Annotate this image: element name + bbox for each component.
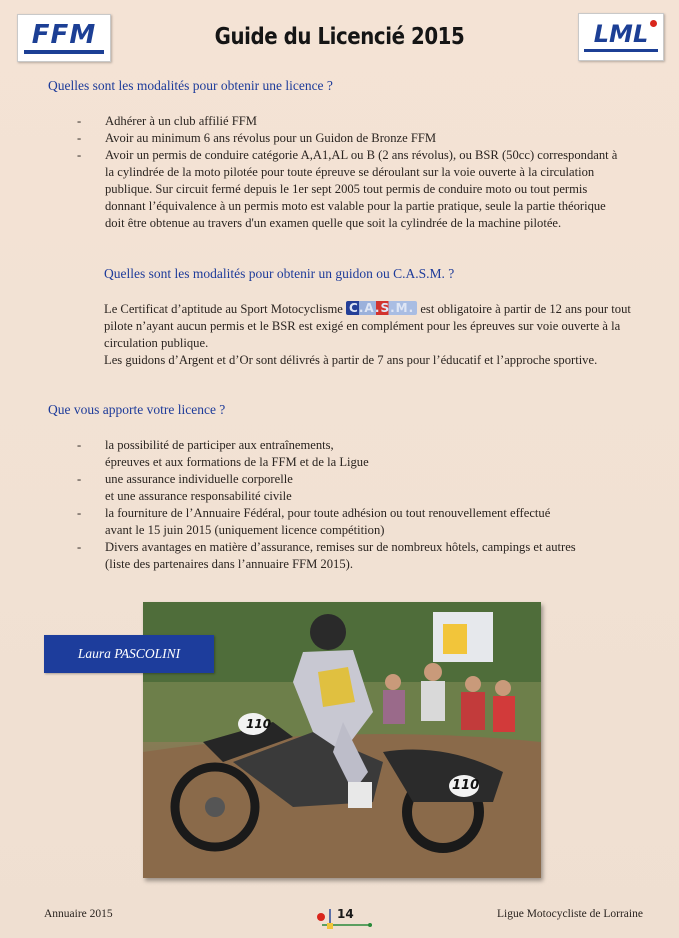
list-item-line: épreuves et aux formations de la FFM et de la Ligue — [105, 455, 369, 469]
list-item-line: avant le 15 juin 2015 (uniquement licence compétition) — [105, 523, 385, 537]
list-item: - Adhérer à un club affilié FFM — [77, 114, 257, 128]
photo-caption — [44, 635, 214, 673]
list-item: - Avoir au minimum 6 ans révolus pour un Guidon de Bronze FFM — [77, 131, 437, 145]
ffm-logo-mark: FFM — [31, 20, 97, 50]
section-heading-benefits: Que vous apporte votre licence ? — [48, 402, 226, 417]
lml-logo — [578, 13, 664, 61]
list-item-text: Avoir un permis de conduire catégorie A,A1,AL ou B (2 ans révolus), ou BSR (50cc) correspondant à la cylindrée de la moto pilotée pour toute épreuve se déroulant sur la voie ouverte à la circulation publique. Sur circuit fermé depuis le 1er sept 2005 tout permis de conduire moto ou tout permis donnant l’équivalence à un permis moto est valable pour la partie pratique, seule la partie théorique doit être obtenue au travers d'un examen quelle que soit la cylindrée de la machine pilotée. — [105, 148, 618, 230]
list-item-line: (liste des partenaires dans l’annuaire FFM 2015). — [105, 557, 353, 571]
list-item-line: et une assurance responsabilité civile — [105, 489, 292, 503]
casm-text-before: Le Certificat d’aptitude au Sport Motocyclisme — [104, 302, 343, 316]
list-item: - la fourniture de l’Annuaire Fédéral, pour toute adhésion ou tout renouvellement effectué avant le 15 juin 2015 (uniquement licence compétition) — [77, 506, 551, 537]
list-item: - la possibilité de participer aux entraînements, épreuves et aux formations de la FFM et de la Ligue — [77, 438, 369, 469]
benefits-list — [68, 437, 628, 573]
casm-text-after: est obligatoire à partir de 12 ans pour tout pilote n’ayant aucun permis et le BSR est exigé en complément pour les épreuves sur voie ouverte à la circulation publique. — [104, 302, 631, 350]
list-item: - une assurance individuelle corporelle et une assurance responsabilité civile — [77, 472, 293, 503]
list-item-text: Adhérer à un club affilié FFM — [105, 114, 257, 128]
list-item: - Avoir un permis de conduire catégorie A,A1,AL ou B (2 ans révolus), ou BSR (50cc) correspondant à la cylindrée de la moto pilotée pour toute épreuve se déroulant sur la voie ouverte à la circulation publique. Sur circuit fermé depuis le 1er sept 2005 tout permis de conduire moto ou tout permis donnant l’équivalence à un permis moto est valable pour la partie pratique, seule la partie théorique doit être obtenue au travers d'un examen quelle que soit la cylindrée de la machine pilotée. — [77, 148, 618, 230]
list-item-text: Avoir au minimum 6 ans révolus pour un Guidon de Bronze FFM — [105, 131, 437, 145]
side-plate-number: 110 — [452, 778, 480, 793]
guidon-paragraph — [104, 301, 649, 369]
page-title: Guide du Licencié 2015 — [214, 24, 465, 50]
section-heading-licence: Quelles sont les modalités pour obtenir une licence ? — [48, 78, 333, 93]
photo-caption-text: Laura PASCOLINI — [77, 646, 181, 661]
list-item-line: la fourniture de l’Annuaire Fédéral, pour toute adhésion ou tout renouvellement effectué — [105, 506, 551, 520]
lml-logo-mark: LML — [593, 20, 649, 48]
section-heading-guidon: Quelles sont les modalités pour obtenir un guidon ou C.A.S.M. ? — [104, 266, 455, 281]
front-plate-number: 110 — [246, 717, 272, 731]
lml-logo-dot — [650, 20, 657, 27]
footer-right: Ligue Motocycliste de Lorraine — [497, 908, 643, 920]
list-item: - Divers avantages en matière d’assurance, remises sur de nombreux hôtels, campings et autres (liste des partenaires dans l’annuaire FFM 2015). — [77, 540, 576, 571]
list-item-line: une assurance individuelle corporelle — [105, 472, 293, 486]
guidon-text: Les guidons d’Argent et d’Or sont délivrés à partir de 7 ans pour l’éducatif et l’approche sportive. — [104, 353, 598, 367]
list-item-line: Divers avantages en matière d’assurance, remises sur de nombreux hôtels, campings et autres — [105, 540, 576, 554]
page-number: 14 — [337, 907, 354, 921]
footer-left: Annuaire 2015 — [44, 908, 113, 920]
list-item-line: la possibilité de participer aux entraînements, — [105, 438, 334, 452]
casm-badge: C.A.S.M. — [346, 301, 417, 315]
ffm-logo-underline — [24, 50, 104, 54]
lml-logo-underline — [584, 49, 658, 52]
licence-requirements-list — [68, 113, 628, 232]
page-number-badge — [312, 905, 382, 931]
